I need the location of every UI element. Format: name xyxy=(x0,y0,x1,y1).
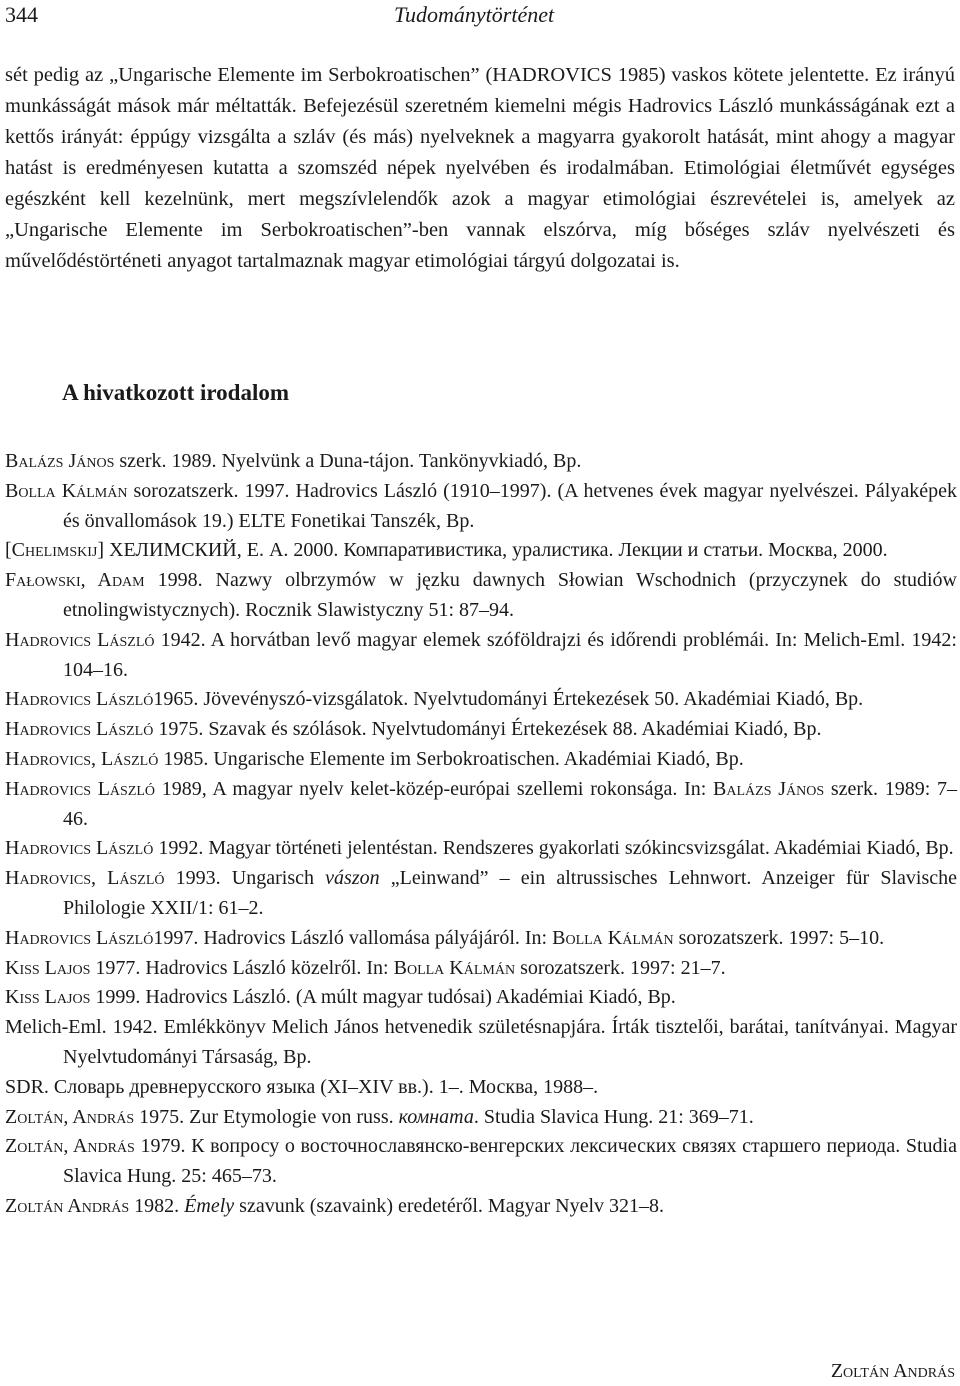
reference-entry xyxy=(5,477,957,537)
reference-text: Melich-Eml. 1942. Emlékkönyv Melich János hetvenedik születésnapjára. Írták tisztelői, barátai, tanítványai. Magyar Nyelvtudományi Társaság, Bp. xyxy=(5,1016,957,1068)
reference-text: „Leinwand” – ein altrussisches Lehnwort. Anzeiger für Slavische Philologie XXII/1: 61–2. xyxy=(63,867,957,919)
reference-text: 1975. Zur Etymologie von russ. xyxy=(134,1105,399,1128)
reference-text: 1992. Magyar történeti jelentéstan. Rendszeres gyakorlati szókincsvizsgálat. Akadémiai Kiadó, Bp. xyxy=(153,837,954,860)
reference-author: Fałowski, Adam xyxy=(5,569,145,592)
reference-entry xyxy=(5,1013,957,1073)
reference-text: szerk. 1989. Nyelvünk a Duna-tájon. Tankönyvkiadó, Bp. xyxy=(114,450,582,472)
reference-text: 1989, A magyar nyelv kelet-közép-európai szellemi rokonsága. In: xyxy=(155,777,714,800)
reference-entry xyxy=(5,1132,957,1192)
reference-author: Zoltán András xyxy=(5,1194,130,1217)
reference-entry xyxy=(5,536,957,566)
reference-text: 1999. Hadrovics László. (A múlt magyar tudósai) Akadémiai Kiadó, Bp. xyxy=(90,986,676,1009)
reference-author: Hadrovics László xyxy=(5,777,156,800)
reference-entry xyxy=(5,924,957,954)
reference-entry xyxy=(5,775,957,835)
reference-italic: Émely xyxy=(184,1194,235,1217)
reference-text: sorozatszerk. 1997: 5–10. xyxy=(673,926,885,949)
reference-author: Hadrovics László xyxy=(5,926,154,949)
reference-author: Balázs János xyxy=(713,777,825,800)
reference-author: Bolla Kálmán xyxy=(5,479,128,502)
reference-text: ХЕЛИМСКИЙ, Е. А. 2000. Компаративистика, уралистика. Лекции и статьи. Москва, 2000. xyxy=(104,539,888,562)
author-signature: Zoltán András xyxy=(830,1360,955,1382)
reference-author: [Chelimskij] xyxy=(5,539,104,562)
reference-author: Balázs János xyxy=(5,450,115,472)
reference-author: Hadrovics László xyxy=(5,718,154,741)
reference-author: Zoltán, András xyxy=(5,1105,135,1128)
reference-text: 1982. xyxy=(129,1194,185,1217)
reference-author: Hadrovics László xyxy=(5,837,154,860)
reference-text: 1985. Ungarische Elemente im Serbokroatischen. Akadémiai Kiadó, Bp. xyxy=(158,747,744,770)
reference-entry xyxy=(5,834,957,864)
reference-entry xyxy=(5,1192,957,1222)
reference-text: 1997. Hadrovics László vallomása pályájáról. In: xyxy=(153,926,553,949)
reference-entry xyxy=(5,983,957,1013)
reference-author: Bolla Kálmán xyxy=(393,956,516,979)
reference-entry xyxy=(5,685,957,715)
reference-text: szerk. 1989: 7–46. xyxy=(63,777,957,830)
reference-text: 1975. Szavak és szólások. Nyelvtudományi Értekezések 88. Akadémiai Kiadó, Bp. xyxy=(153,718,822,741)
reference-entry xyxy=(5,566,957,626)
reference-text: SDR. Словарь древнерусского языка (XI–XIV вв.). 1–. Москва, 1988–. xyxy=(5,1075,599,1098)
page-header xyxy=(0,0,960,40)
running-title: Tudománytörténet xyxy=(394,2,555,27)
reference-italic: vászon xyxy=(325,867,380,890)
reference-text: 1942. A horvátban levő magyar elemek szóföldrajzi és időrendi problémái. In: Melich-Eml. 1942: 104–16. xyxy=(63,628,957,681)
reference-author: Kiss Lajos xyxy=(5,986,91,1009)
reference-text: 1977. Hadrovics László közelről. In: xyxy=(90,956,394,979)
reference-entry xyxy=(5,864,957,924)
reference-list xyxy=(5,447,957,1222)
reference-text: sorozatszerk. 1997. Hadrovics László (1910–1997). (A hetvenes évek magyar nyelvészei. Pályaképek és önvallomások 19.) ELTE Fonetikai Tanszék, Bp. xyxy=(63,479,957,532)
reference-entry xyxy=(5,626,957,686)
reference-author: Hadrovics László xyxy=(5,688,154,711)
reference-author: Hadrovics, László xyxy=(5,747,159,770)
reference-text: 1979. К вопросу о восточнославянско-венгерских лексических связях старшего периода. Studia Slavica Hung. 25: 465–73. xyxy=(63,1135,957,1188)
page-number: 344 xyxy=(5,2,38,27)
reference-text: . Studia Slavica Hung. 21: 369–71. xyxy=(473,1105,754,1128)
reference-text: 1965. Jövevényszó-vizsgálatok. Nyelvtudományi Értekezések 50. Akadémiai Kiadó, Bp. xyxy=(153,688,864,711)
reference-author: Hadrovics László xyxy=(5,628,155,651)
reference-text: szavunk (szavaink) eredetéről. Magyar Nyelv 321–8. xyxy=(234,1194,664,1217)
reference-entry xyxy=(5,954,957,984)
section-title: A hivatkozott irodalom xyxy=(62,380,290,405)
reference-text: 1998. Nazwy olbrzymów w jęzku dawnych Słowian Wschodnich (przyczynek do studiów etnolingwistycznych). Rocznik Slawistyczny 51: 87–94. xyxy=(63,569,957,621)
body-paragraph xyxy=(5,60,955,277)
reference-entry xyxy=(5,1103,957,1133)
reference-entry xyxy=(5,745,957,775)
reference-entry xyxy=(5,447,957,477)
reference-italic: комната xyxy=(398,1105,474,1128)
reference-text: sorozatszerk. 1997: 21–7. xyxy=(515,956,726,979)
paragraph-text: sét pedig az „Ungarische Elemente im Serbokroatischen” (HADROVICS 1985) vaskos kötete jelentette. Ez irányú munkásságát mások már méltatták. Befejezésül szeretném kiemelni mégis Hadrovics László munkásságának ezt a kettős irányát: éppúgy vizsgálta a szláv (és más) nyelveknek a magyarra gyakorolt hatását, mint ahogy a magyar hatást is eredményesen kutatta a szomszéd népek nyelvében és irodalmában. Etimológiai életművét egységes egészként kell kezelnünk, mert megszívlelendők azok a magyar etimológiai észrevételei is, amelyek az „Ungarische Elemente im Serbokroatischen”-ben vannak elszórva, míg bőséges szláv nyelvészeti és művelődéstörténeti anyagot tartalmaznak magyar etimológiai tárgyú dolgozatai is. xyxy=(5,64,955,272)
reference-entry xyxy=(5,715,957,745)
reference-author: Bolla Kálmán xyxy=(552,926,674,949)
reference-author: Zoltán, András xyxy=(5,1135,135,1158)
reference-entry xyxy=(5,1073,957,1103)
reference-author: Hadrovics, László xyxy=(5,867,165,890)
reference-text: 1993. Ungarisch xyxy=(164,867,326,890)
reference-author: Kiss Lajos xyxy=(5,956,91,979)
